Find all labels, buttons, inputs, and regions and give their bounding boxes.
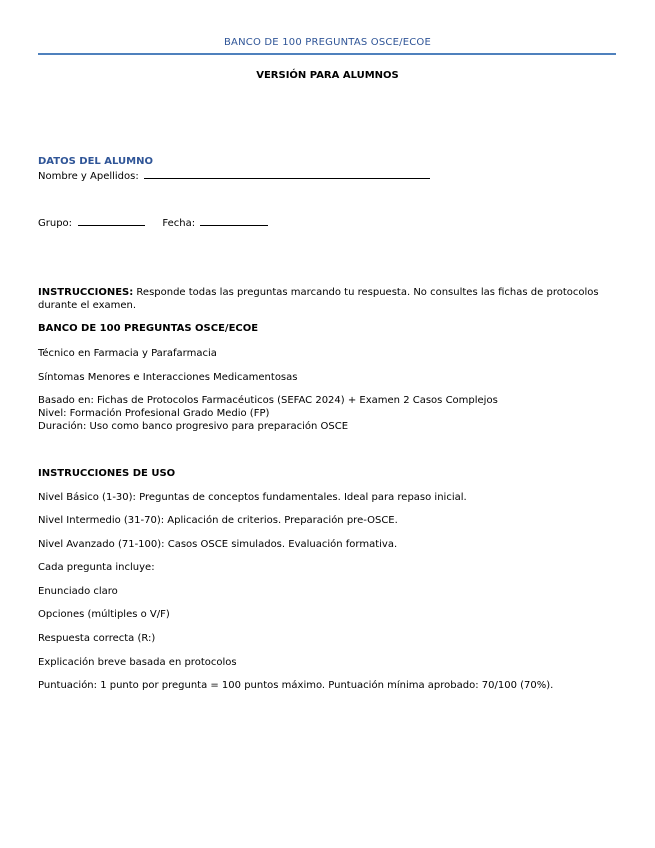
bank-title: BANCO DE 100 PREGUNTAS OSCE/ECOE [38,323,259,334]
date-label: Fecha: [162,218,196,229]
instructions-text: Responde todas las preguntas marcando tu respuesta. No consultes las fichas de protocolos durante el examen. [38,287,599,311]
date-field[interactable] [200,216,268,226]
usage-line: Respuesta correcta (R:) [38,633,156,644]
usage-line: Cada pregunta incluye: [38,562,155,573]
group-date-row [38,216,268,229]
usage-line: Nivel Avanzado (71-100): Casos OSCE simulados. Evaluación formativa. [38,539,398,550]
group-field[interactable] [78,216,145,226]
bank-level: Nivel: Formación Profesional Grado Medio (FP) [38,408,270,419]
instructions-lead: INSTRUCCIONES: [38,287,134,298]
usage-line: Nivel Intermedio (31-70): Aplicación de criterios. Preparación pre-OSCE. [38,515,398,526]
group-label: Grupo: [38,218,73,229]
student-section-title: DATOS DEL ALUMNO [38,156,153,167]
usage-line: Opciones (múltiples o V/F) [38,609,170,620]
bank-duration: Duración: Uso como banco progresivo para preparación OSCE [38,421,349,432]
name-row [38,169,430,182]
bank-subtitle-2: Síntomas Menores e Interacciones Medicamentosas [38,372,298,383]
bank-subtitle-1: Técnico en Farmacia y Parafarmacia [38,348,217,359]
usage-title: INSTRUCCIONES DE USO [38,468,176,479]
usage-line: Enunciado claro [38,586,118,597]
version-label: VERSIÓN PARA ALUMNOS [256,70,399,81]
name-field[interactable] [144,169,430,179]
instructions-paragraph [38,286,608,312]
bank-based-on: Basado en: Fichas de Protocolos Farmacéuticos (SEFAC 2024) + Examen 2 Casos Complejos [38,395,498,406]
header-title: BANCO DE 100 PREGUNTAS OSCE/ECOE [223,37,431,48]
usage-line: Explicación breve basada en protocolos [38,657,237,668]
usage-line: Puntuación: 1 punto por pregunta = 100 puntos máximo. Puntuación mínima aprobado: 70/100 (70%). [38,680,554,691]
usage-line: Nivel Básico (1-30): Preguntas de conceptos fundamentales. Ideal para repaso inicial. [38,492,467,503]
name-label: Nombre y Apellidos: [38,171,139,182]
header-rule [38,53,616,55]
